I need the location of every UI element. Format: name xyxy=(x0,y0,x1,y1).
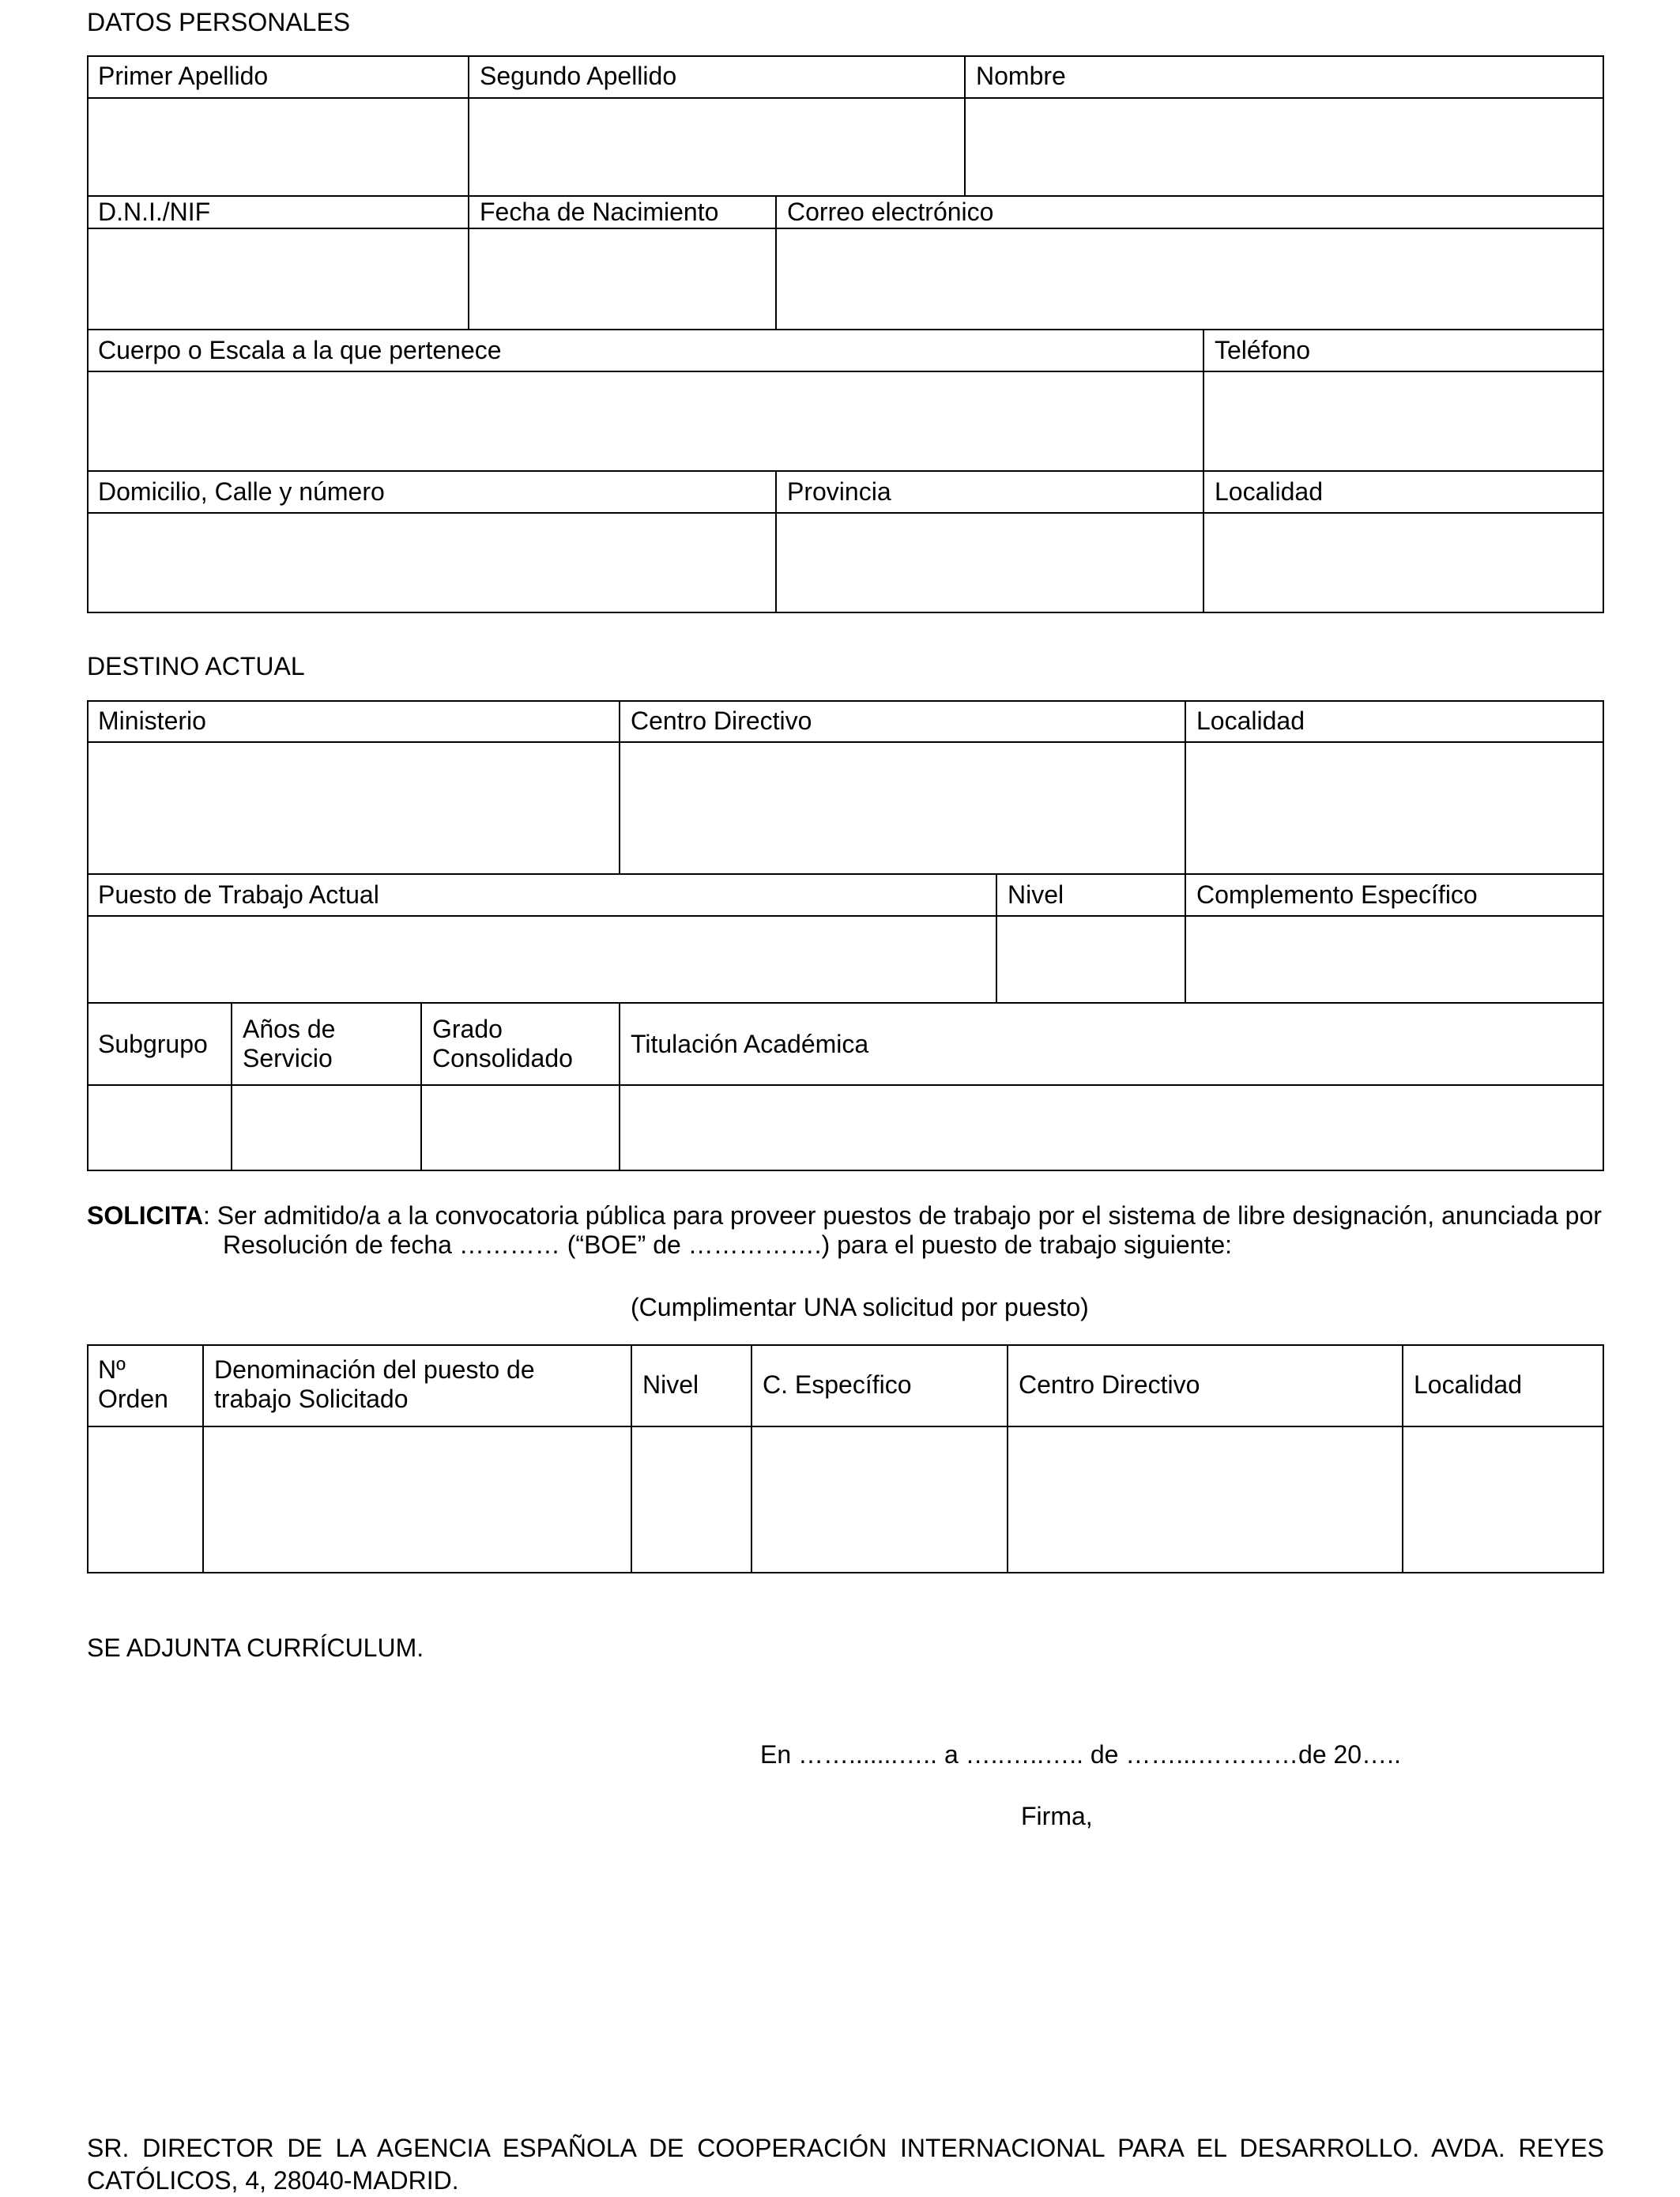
input-anios-servicio[interactable] xyxy=(232,1086,420,1170)
input-centro[interactable] xyxy=(1008,1427,1402,1572)
firma-label: Firma, xyxy=(1021,1802,1093,1830)
solicita-paragraph xyxy=(87,1201,1612,1260)
label-subgrupo: Subgrupo xyxy=(98,1030,208,1058)
input-puesto-actual[interactable] xyxy=(89,917,996,1002)
solicita-label: SOLICITA xyxy=(87,1201,203,1230)
solicita-note: (Cumplimentar UNA solicitud por puesto) xyxy=(631,1293,1089,1321)
input-correo[interactable] xyxy=(777,229,1603,329)
section-title-personal: DATOS PERSONALES xyxy=(87,8,351,36)
header-orden: Nº Orden xyxy=(98,1355,168,1413)
solicita-line2: Resolución de fecha ………… (“BOE” de …………….) para el puesto de trabajo siguiente: xyxy=(223,1230,1233,1259)
label-correo: Correo electrónico xyxy=(787,198,994,226)
input-telefono[interactable] xyxy=(1204,372,1603,470)
input-puesto-localidad[interactable] xyxy=(1403,1427,1603,1572)
input-domicilio[interactable] xyxy=(89,514,775,612)
label-nivel: Nivel xyxy=(1008,880,1064,909)
input-nombre[interactable] xyxy=(966,99,1603,195)
input-nivel[interactable] xyxy=(997,917,1185,1002)
input-dni[interactable] xyxy=(89,229,468,329)
input-destino-localidad[interactable] xyxy=(1186,743,1603,873)
solicita-line1: : Ser admitido/a a la convocatoria pública para proveer puestos de trabajo por el sistema de libre designación, anunciada por xyxy=(202,1201,1602,1230)
label-telefono: Teléfono xyxy=(1215,336,1310,364)
header-especifico: C. Específico xyxy=(763,1370,912,1399)
input-localidad[interactable] xyxy=(1204,514,1603,612)
label-puesto-actual: Puesto de Trabajo Actual xyxy=(98,880,379,909)
adjunta-curriculum: SE ADJUNTA CURRÍCULUM. xyxy=(87,1634,424,1662)
label-ministerio: Ministerio xyxy=(98,707,206,735)
label-complemento: Complemento Específico xyxy=(1196,880,1478,909)
input-complemento[interactable] xyxy=(1186,917,1603,1002)
input-puesto-nivel[interactable] xyxy=(632,1427,751,1572)
section-title-destino: DESTINO ACTUAL xyxy=(87,652,305,680)
footer-address: SR. DIRECTOR DE LA AGENCIA ESPAÑOLA DE COOPERACIÓN INTERNACIONAL PARA EL DESARROLLO. AVDA. REYES CATÓLICOS, 4, 28040-MADRID. xyxy=(87,2134,1604,2195)
label-dni: D.N.I./NIF xyxy=(98,198,211,226)
label-domicilio: Domicilio, Calle y número xyxy=(98,477,385,506)
input-cuerpo[interactable] xyxy=(89,372,1203,470)
destino-grid xyxy=(87,700,1604,1171)
input-denominacion[interactable] xyxy=(204,1427,631,1572)
personal-grid xyxy=(87,55,1604,613)
input-fecha-nacimiento[interactable] xyxy=(469,229,775,329)
label-centro-directivo: Centro Directivo xyxy=(631,707,812,735)
fecha-line: En …….......….. a …..…..….. de ……...…………de 20….. xyxy=(760,1740,1401,1769)
input-centro-directivo[interactable] xyxy=(620,743,1185,873)
label-titulacion: Titulación Académica xyxy=(631,1030,869,1058)
input-orden[interactable] xyxy=(89,1427,202,1572)
header-denominacion: Denominación del puesto de trabajo Solicitado xyxy=(214,1355,535,1413)
header-localidad: Localidad xyxy=(1414,1370,1522,1399)
label-provincia: Provincia xyxy=(787,477,891,506)
input-provincia[interactable] xyxy=(777,514,1203,612)
input-subgrupo[interactable] xyxy=(89,1086,231,1170)
label-anios-servicio: Años de Servicio xyxy=(243,1015,336,1072)
input-grado-consolidado[interactable] xyxy=(422,1086,619,1170)
header-centro: Centro Directivo xyxy=(1019,1370,1200,1399)
input-titulacion[interactable] xyxy=(620,1086,1603,1170)
input-segundo-apellido[interactable] xyxy=(469,99,964,195)
label-grado-consolidado: Grado Consolidado xyxy=(432,1015,573,1072)
input-especifico[interactable] xyxy=(752,1427,1007,1572)
label-destino-localidad: Localidad xyxy=(1196,707,1305,735)
label-localidad: Localidad xyxy=(1215,477,1323,506)
label-primer-apellido: Primer Apellido xyxy=(98,62,269,90)
puesto-solicitado-grid xyxy=(87,1344,1604,1573)
label-nombre: Nombre xyxy=(976,62,1066,90)
input-primer-apellido[interactable] xyxy=(89,99,468,195)
label-cuerpo: Cuerpo o Escala a la que pertenece xyxy=(98,336,502,364)
header-nivel: Nivel xyxy=(642,1370,699,1399)
input-ministerio[interactable] xyxy=(89,743,619,873)
label-fecha-nacimiento: Fecha de Nacimiento xyxy=(480,198,719,226)
label-segundo-apellido: Segundo Apellido xyxy=(480,62,677,90)
